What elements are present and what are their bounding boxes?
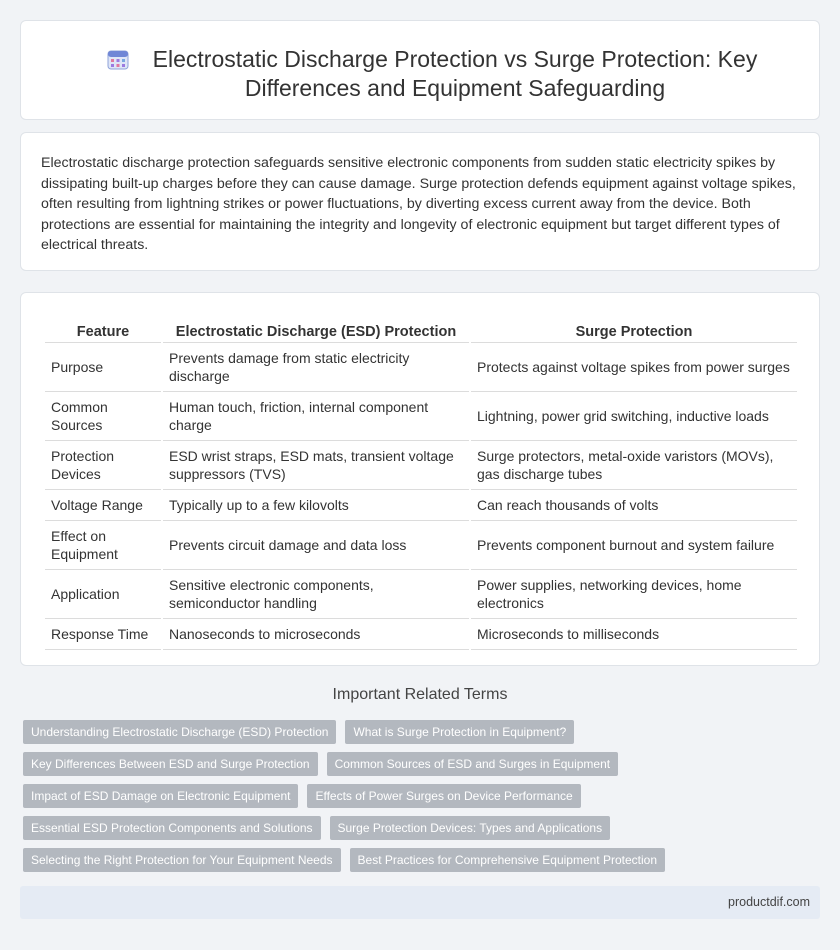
- related-term-link[interactable]: Selecting the Right Protection for Your Equipment Needs: [23, 848, 341, 872]
- related-term-link[interactable]: What is Surge Protection in Equipment?: [345, 720, 574, 744]
- cell-surge: Prevents component burnout and system failure: [471, 521, 797, 570]
- header-surge: Surge Protection: [471, 313, 797, 343]
- title-card: [20, 20, 820, 120]
- cell-esd: Sensitive electronic components, semiconductor handling: [163, 570, 469, 619]
- cell-esd: Typically up to a few kilovolts: [163, 490, 469, 521]
- footer-site-name[interactable]: productdif.com: [728, 895, 810, 909]
- comparison-table: [43, 313, 799, 650]
- related-term-link[interactable]: Effects of Power Surges on Device Performance: [307, 784, 580, 808]
- tag-row: [23, 848, 823, 872]
- cell-feature: Response Time: [45, 619, 161, 650]
- tag-row: [23, 784, 823, 808]
- header-feature: Feature: [45, 313, 161, 343]
- related-term-link[interactable]: Key Differences Between ESD and Surge Protection: [23, 752, 318, 776]
- intro-card: [20, 132, 820, 271]
- cell-esd: ESD wrist straps, ESD mats, transient voltage suppressors (TVS): [163, 441, 469, 490]
- cell-esd: Prevents circuit damage and data loss: [163, 521, 469, 570]
- related-term-link[interactable]: Common Sources of ESD and Surges in Equipment: [327, 752, 618, 776]
- table-row: [45, 343, 797, 392]
- related-terms-title: Important Related Terms: [332, 686, 508, 703]
- related-term-link[interactable]: Best Practices for Comprehensive Equipment Protection: [350, 848, 665, 872]
- cell-surge: Can reach thousands of volts: [471, 490, 797, 521]
- related-term-link[interactable]: Essential ESD Protection Components and Solutions: [23, 816, 321, 840]
- table-header-row: [45, 313, 797, 343]
- related-term-link[interactable]: Impact of ESD Damage on Electronic Equipment: [23, 784, 298, 808]
- related-term-link[interactable]: Understanding Electrostatic Discharge (ESD) Protection: [23, 720, 336, 744]
- comparison-table-card: [20, 292, 820, 666]
- intro-paragraph: Electrostatic discharge protection safeguards sensitive electronic components from sudden static electricity spikes by dissipating built-up charges before they can cause damage. Surge protection defends equipment against voltage spikes, often resulting from lightning strikes or power fluctuations, by diverting excess current away from the device. Both protections are essential for maintaining the integrity and longevity of electronic equipment but target different types of electrical threats.: [41, 155, 796, 253]
- header-esd: Electrostatic Discharge (ESD) Protection: [163, 313, 469, 343]
- related-terms-list: [23, 720, 823, 880]
- cell-esd: Nanoseconds to microseconds: [163, 619, 469, 650]
- cell-esd: Human touch, friction, internal component charge: [163, 392, 469, 441]
- cell-feature: Voltage Range: [45, 490, 161, 521]
- page-title: Electrostatic Discharge Protection vs Surge Protection: Key Differences and Equipment Safeguarding: [152, 46, 758, 101]
- cell-surge: Lightning, power grid switching, inductive loads: [471, 392, 797, 441]
- cell-feature: Common Sources: [45, 392, 161, 441]
- cell-surge: Microseconds to milliseconds: [471, 619, 797, 650]
- related-term-link[interactable]: Surge Protection Devices: Types and Applications: [330, 816, 611, 840]
- table-row: [45, 490, 797, 521]
- tag-row: [23, 720, 823, 744]
- cell-feature: Application: [45, 570, 161, 619]
- table-row: [45, 570, 797, 619]
- tag-row: [23, 752, 823, 776]
- cell-surge: Protects against voltage spikes from power surges: [471, 343, 797, 392]
- cell-surge: Power supplies, networking devices, home electronics: [471, 570, 797, 619]
- cell-feature: Effect on Equipment: [45, 521, 161, 570]
- tag-row: [23, 816, 823, 840]
- cell-feature: Protection Devices: [45, 441, 161, 490]
- table-row: [45, 392, 797, 441]
- cell-feature: Purpose: [45, 343, 161, 392]
- cell-esd: Prevents damage from static electricity discharge: [163, 343, 469, 392]
- footer: [20, 886, 820, 919]
- cell-surge: Surge protectors, metal-oxide varistors (MOVs), gas discharge tubes: [471, 441, 797, 490]
- table-row: [45, 521, 797, 570]
- table-row: [45, 441, 797, 490]
- table-row: [45, 619, 797, 650]
